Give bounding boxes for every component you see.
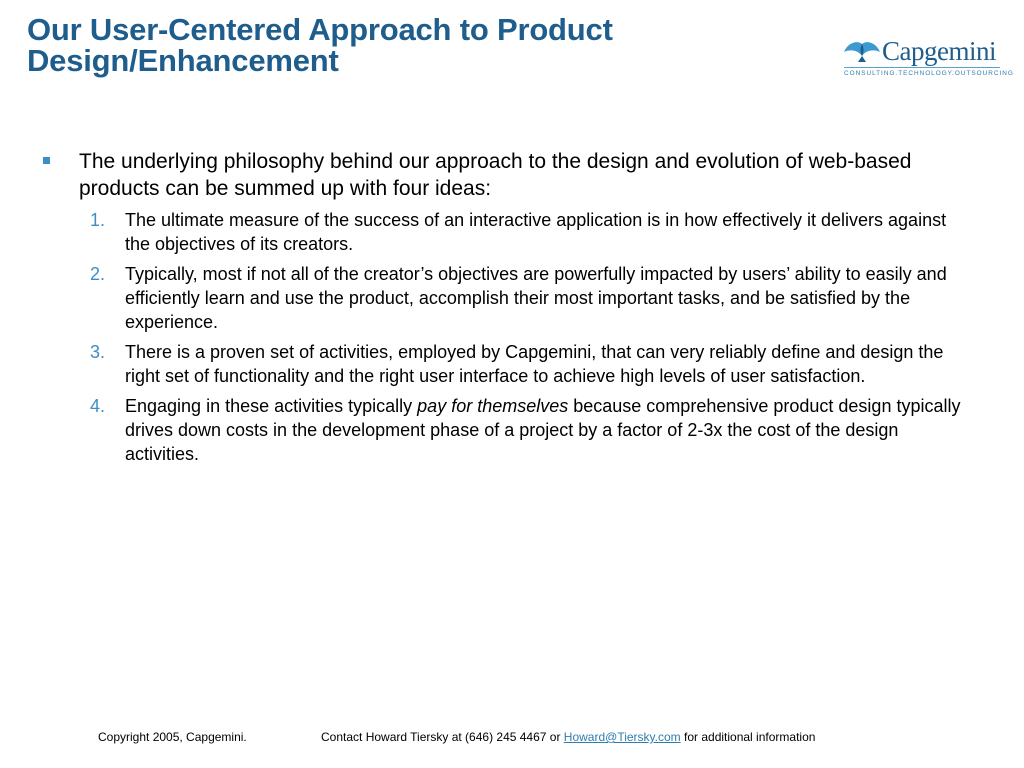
italic-phrase: pay for themselves [417,396,569,416]
list-number: 2. [90,264,106,284]
email-link[interactable]: Howard@Tiersky.com [563,730,681,744]
list-item-text [125,394,975,466]
capgemini-logo [842,36,1014,80]
square-bullet-icon [43,157,50,164]
list-number: 1. [90,210,106,230]
contact-prefix: Contact Howard Tiersky at (646) 245 4467 or [321,730,564,744]
page-title [27,14,787,76]
logo-tagline: CONSULTING.TECHNOLOGY.OUTSOURCING [844,70,1014,77]
title-line-1: Our User-Centered Approach to Product [27,12,613,47]
list-item-text-start: Engaging in these activities typically [125,396,418,416]
list-item-text: There is a proven set of activities, employed by Capgemini, that can very reliably define and design the right set of functionality and the right user interface to achieve high levels of user satisfaction. [125,342,944,386]
list-number: 3. [90,342,106,362]
list-item-text-end: because comprehensive product design typically drives down costs in the development phase of a project by a factor of 2-3x the cost of the design activities. [125,396,961,464]
copyright-text: Copyright 2005, Capgemini. [98,730,247,744]
logo-brand-text: Capgemini [882,36,996,66]
list-item [90,208,978,256]
spade-icon [842,38,882,64]
list-item [90,394,978,466]
intro-text: The underlying philosophy behind our approach to the design and evolution of web-based products can be summed up with four ideas: [79,150,912,200]
list-item-text: Typically, most if not all of the creator’s objectives are powerfully impacted by users’ ability to easily and efficiently learn and use the product, accomplish their most important tasks, and be satisfied by the experience. [125,264,947,332]
list-number: 4. [90,396,106,416]
list-item [90,340,978,388]
title-line-2: Design/Enhancement [27,43,339,78]
list-item-text: The ultimate measure of the success of an interactive application is in how effectively it delivers against the objectives of its creators. [125,210,947,254]
contact-suffix: for additional information [680,730,816,744]
ideas-list [90,208,978,466]
list-item [90,262,978,334]
logo-divider [844,67,1000,68]
main-content [43,148,978,472]
intro-bullet [43,148,978,202]
contact-text [321,729,815,745]
